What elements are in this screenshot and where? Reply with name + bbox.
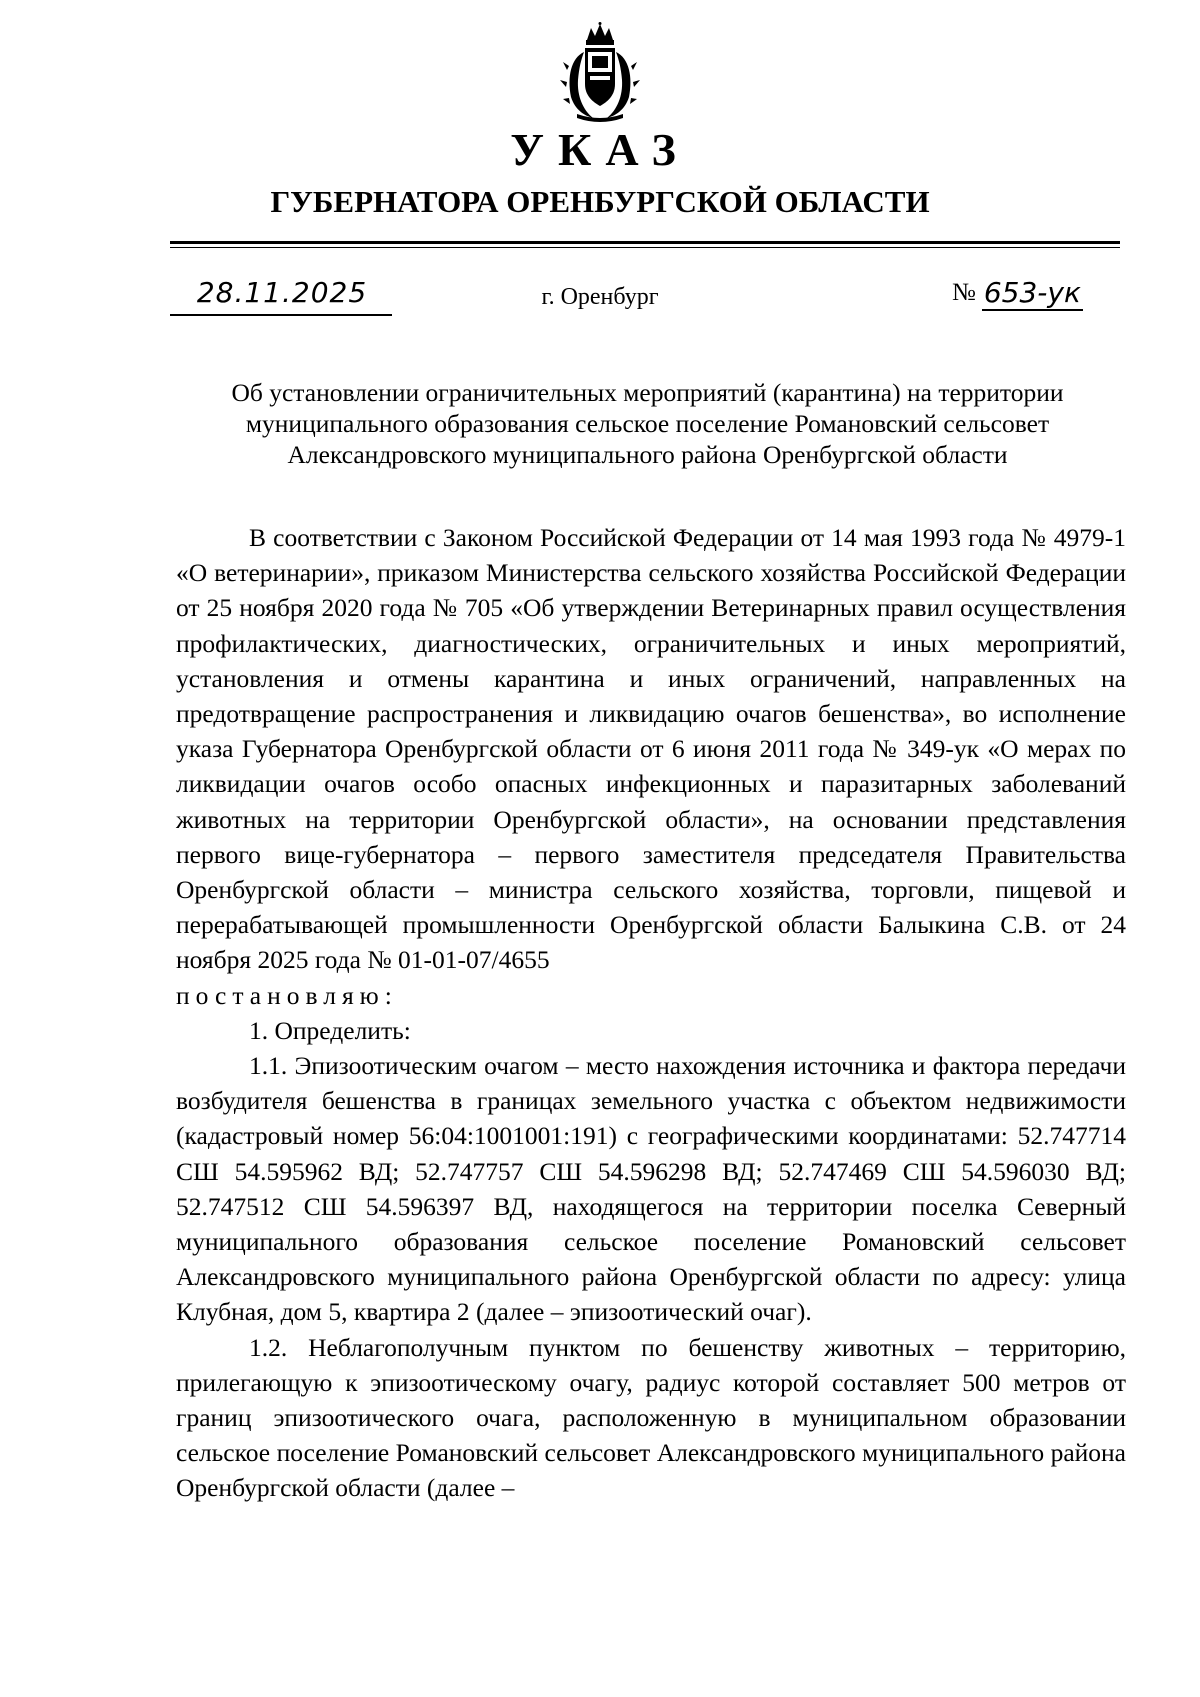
number-sign: №: [952, 279, 976, 306]
preamble-paragraph: В соответствии с Законом Российской Федерации от 14 мая 1993 года № 4979-1 «О ветеринарии», приказом Министерства сельского хозяйства Российской Федерации от 25 ноября 2020 года № 705 «Об утверждении Ветеринарных правил осуществления профилактических, диагностических, ограничительных и иных мероприятий, установления и отмены карантина и иных ограничений, направленных на предотвращение распространения и ликвидацию очагов бешенства», во исполнение указа Губернатора Оренбургской области от 6 июня 2011 года № 349-ук «О мерах по ликвидации очагов особо опасных инфекционных и паразитарных заболеваний животных на территории Оренбургской области», на основании представления первого вице-губернатора – первого заместителя председателя Правительства Оренбургской области – министра сельского хозяйства, торговли, пищевой и перерабатывающей промышленности Оренбургской области Балыкина С.В. от 24 ноября 2025 года № 01-01-07/4655: [176, 523, 1126, 975]
city-name: г. Оренбург: [541, 284, 659, 310]
decree-title: УКАЗ: [510, 124, 690, 175]
decree-word: постановляю:: [176, 980, 398, 1010]
item-1-2: 1.2. Неблагополучным пунктом по бешенству животных – территорию, прилегающую к эпизоотическому очагу, радиус которой составляет 500 метров от границ эпизоотического очага, расположенную в муниципальном образовании сельское поселение Романовский сельсовет Александровского муниципального района Оренбургской области (далее –: [176, 1332, 1126, 1503]
decree-heading: Об установлении ограничительных мероприятий (карантина) на территории муниципального образования сельское поселение Романовский сельсовет Александровского муниципального района Оренбургской области: [231, 378, 1064, 469]
header-divider-thin: [170, 247, 1120, 248]
issuer-title: ГУБЕРНАТОРА ОРЕНБУРГСКОЙ ОБЛАСТИ: [270, 184, 930, 219]
decree-body: [176, 520, 1126, 1506]
item-1: 1. Определить:: [249, 1015, 411, 1045]
decree-number-block: [952, 276, 1083, 316]
decree-date: 28.11.2025: [196, 276, 368, 309]
decree-number: 653-ук: [983, 276, 1081, 309]
item-1-1: 1.1. Эпизоотическим очагом – место нахождения источника и фактора передачи возбудителя бешенства в границах земельного участка с объектом недвижимости (кадастровый номер 56:04:1001001:191) с географическими координатами: 52.747714 СШ 54.595962 ВД; 52.747757 СШ 54.596298 ВД; 52.747469 СШ 54.596030 ВД; 52.747512 СШ 54.596397 ВД, находящегося на территории поселка Северный муниципального образования сельское поселение Романовский сельсовет Александровского муниципального района Оренбургской области по адресу: улица Клубная, дом 5, квартира 2 (далее – эпизоотический очаг).: [176, 1051, 1126, 1327]
date-underline: [170, 314, 392, 316]
header-divider-thick: [170, 241, 1120, 244]
orenburg-coat-of-arms-icon: [557, 22, 643, 122]
